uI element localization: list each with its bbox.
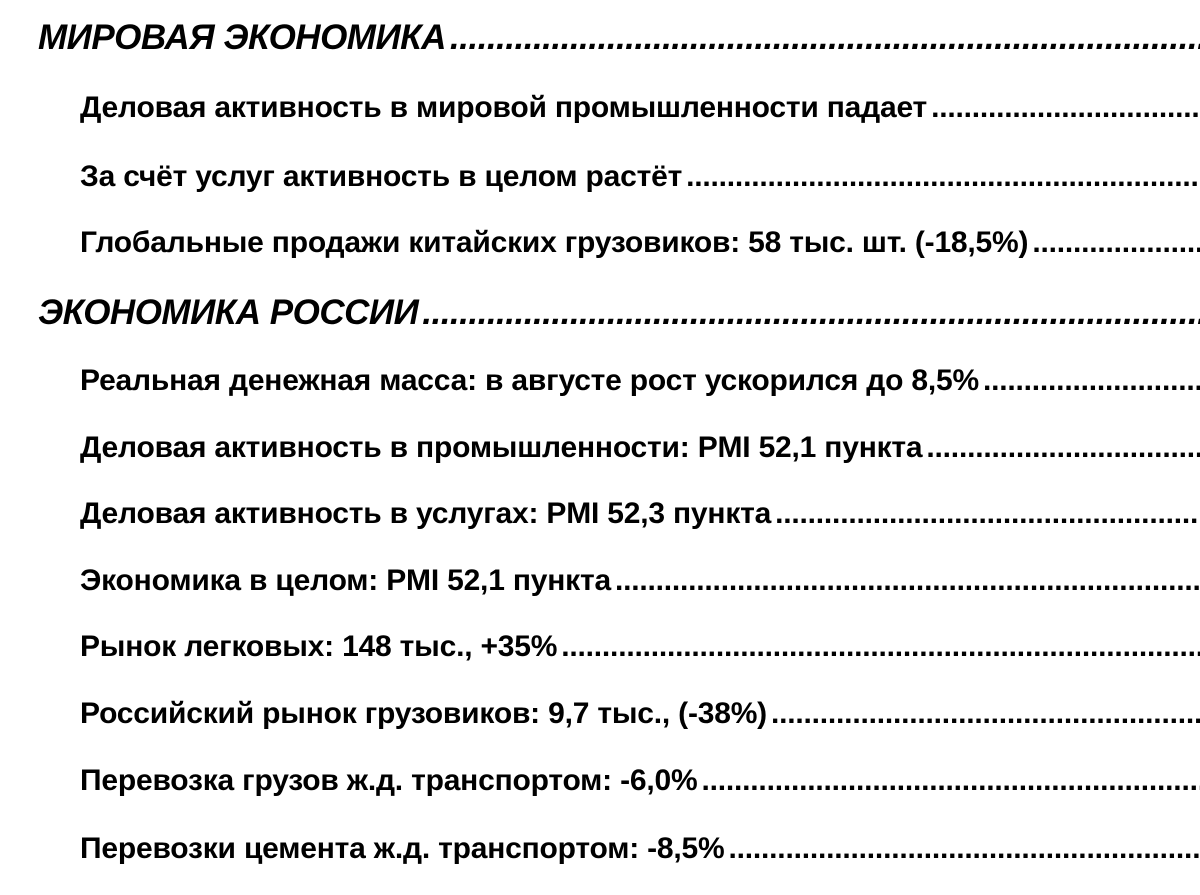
toc-entry[interactable] bbox=[0, 697, 1200, 731]
toc-entry[interactable] bbox=[0, 630, 1200, 664]
toc-entry[interactable] bbox=[0, 764, 1200, 798]
toc-leader-dots bbox=[450, 18, 1200, 58]
toc-leader-dots bbox=[771, 697, 1200, 731]
toc-entry[interactable] bbox=[0, 564, 1200, 598]
toc-leader-dots bbox=[422, 293, 1200, 333]
toc-leader-dots bbox=[931, 91, 1200, 125]
toc-section-title: ЭКОНОМИКА РОССИИ bbox=[38, 293, 419, 332]
toc-leader-dots bbox=[775, 497, 1200, 531]
toc-leader-dots bbox=[983, 364, 1200, 398]
toc-entry[interactable] bbox=[0, 226, 1200, 260]
toc-entry-title: За счёт услуг активность в целом растёт bbox=[80, 160, 683, 193]
toc-section-world-economy[interactable] bbox=[0, 18, 1200, 58]
toc-entry-title: Рынок легковых: 148 тыс., +35% bbox=[80, 630, 558, 663]
toc-section-title: МИРОВАЯ ЭКОНОМИКА bbox=[38, 18, 446, 57]
toc-entry-title: Глобальные продажи китайских грузовиков: 58 тыс. шт. (-18,5%) bbox=[80, 226, 1029, 259]
toc-entry-title: Деловая активность в промышленности: PMI 52,1 пункта bbox=[80, 431, 923, 464]
toc-entry[interactable] bbox=[0, 364, 1200, 398]
toc-entry-title: Деловая активность в услугах: PMI 52,3 пункта bbox=[80, 497, 772, 530]
toc-entry-title: Экономика в целом: PMI 52,1 пункта bbox=[80, 564, 611, 597]
toc-section-russia-economy[interactable] bbox=[0, 293, 1200, 333]
toc-entry[interactable] bbox=[0, 431, 1200, 465]
toc-entry[interactable] bbox=[0, 497, 1200, 531]
toc-leader-dots bbox=[615, 564, 1200, 598]
toc-leader-dots bbox=[561, 630, 1200, 664]
toc-entry-title: Деловая активность в мировой промышленности падает bbox=[80, 91, 928, 124]
toc-entry[interactable] bbox=[0, 160, 1200, 194]
toc-entry-title: Российский рынок грузовиков: 9,7 тыс., (-38%) bbox=[80, 697, 767, 730]
toc-entry[interactable] bbox=[0, 832, 1200, 866]
toc-leader-dots bbox=[686, 160, 1200, 194]
toc-entry[interactable] bbox=[0, 91, 1200, 125]
toc-leader-dots bbox=[1032, 226, 1200, 260]
toc-entry-title: Перевозки цемента ж.д. транспортом: -8,5% bbox=[80, 832, 725, 865]
toc-entry-title: Перевозка грузов ж.д. транспортом: -6,0% bbox=[80, 764, 698, 797]
toc-leader-dots bbox=[701, 764, 1200, 798]
toc-entry-title: Реальная денежная масса: в августе рост ускорился до 8,5% bbox=[80, 364, 979, 397]
toc-leader-dots bbox=[729, 832, 1200, 866]
toc-leader-dots bbox=[926, 431, 1200, 465]
